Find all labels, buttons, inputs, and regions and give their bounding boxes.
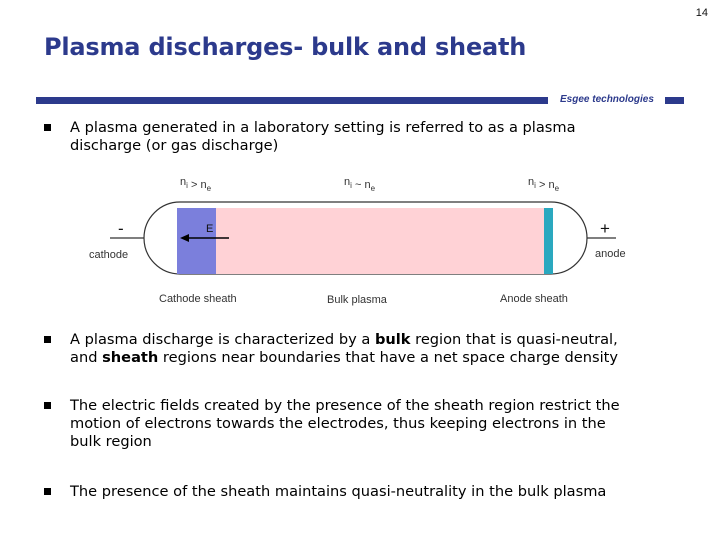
bullet-square-icon (44, 336, 51, 343)
bullet-square-icon (44, 402, 51, 409)
bullet-square-icon (44, 488, 51, 495)
region-label-cathode-sheath: Cathode sheath (159, 293, 237, 305)
text-run: A plasma discharge is characterized by a (70, 331, 375, 348)
text-run: The presence of the sheath maintains quasi-neutrality in the bulk plasma (70, 483, 607, 500)
bullet-line (70, 397, 690, 415)
text-run: The electric fields created by the presence of the sheath region restrict the (70, 397, 620, 414)
bullet-text (70, 331, 690, 367)
top-label-cathode: $n_i > n_e$ (180, 176, 212, 193)
bullet-line (70, 137, 690, 155)
bulk-plasma-region (216, 208, 544, 274)
title-rule-end (665, 97, 684, 104)
cathode-sign: - (118, 219, 124, 238)
text-run: bulk region (70, 433, 152, 450)
text-run: motion of electrons towards the electrodes, thus keeping electrons in the (70, 415, 606, 432)
bullet-text (70, 119, 690, 155)
cathode-sheath-region (177, 208, 216, 274)
text-run: regions near boundaries that have a net space charge density (158, 349, 619, 366)
top-label-bulk: $n_i$ ~ $n_e$ (344, 176, 376, 193)
bullet-line (70, 483, 690, 501)
field-label: E (206, 223, 214, 235)
bullet-line (70, 415, 690, 433)
bullet-line (70, 119, 690, 137)
text-run: and (70, 349, 103, 366)
bullet-line (70, 349, 690, 367)
bullet-square-icon (44, 124, 51, 131)
bold-term: bulk (374, 331, 411, 348)
slide-title: Plasma discharges- bulk and sheath (44, 33, 527, 61)
top-label-anode: $n_i > n_e$ (528, 176, 560, 193)
cathode-label: cathode (89, 249, 129, 261)
plasma-discharge-diagram (80, 168, 640, 312)
title-rule (36, 97, 548, 104)
text-run: discharge (or gas discharge) (70, 137, 279, 154)
brand-logo: Esgee technologies (560, 94, 654, 105)
bullet-text (70, 397, 690, 451)
text-run: region that is quasi-neutral, (410, 331, 618, 348)
anode-sign: + (600, 219, 610, 238)
bullet-text (70, 483, 690, 501)
anode-sheath-region (544, 208, 553, 274)
bullet-line (70, 433, 690, 451)
text-run: A plasma generated in a laboratory setting is referred to as a plasma (70, 119, 576, 136)
bullet-line (70, 331, 690, 349)
page-number: 14 (695, 7, 708, 19)
bold-term: sheath (102, 349, 159, 366)
region-label-anode-sheath: Anode sheath (500, 293, 568, 305)
anode-label: anode (595, 248, 626, 260)
region-label-bulk-plasma: Bulk plasma (327, 294, 387, 306)
